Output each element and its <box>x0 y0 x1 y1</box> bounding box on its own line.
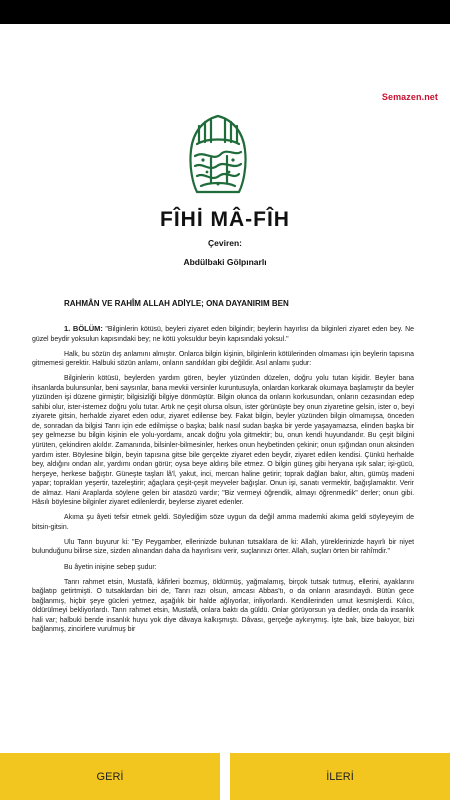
prev-button[interactable]: GERİ <box>0 753 220 800</box>
chapter-label: 1. BÖLÜM: <box>64 324 103 333</box>
paragraph: Akıma şu âyeti tefsir etmek geldi. Söylediğim söze uygun da değil amma mademki akıma geldi söyleyeyim de bitsin-gitsin. <box>32 514 414 531</box>
paragraph: Bu âyetin inişine sebep şudur: <box>64 563 157 571</box>
paragraph: Tanrı rahmet etsin, Mustafâ, kâfirleri bozmuş, öldürmüş, yağmalamış, birçok tutsak tutmuş, ellerini, ayaklarını bağlatıp getirtmişti. O tutsaklardan biri de, Tanrı razı olsun, amcası Abbas'tı, o da onların arasındaydı. Bütün gece bağlanmış, hiçbir şeye gücleri yetmez, aşağılık bir halde ağlıyorlar, inliyorlardı. Kendilerinden umut kesmişlerdi. Kılıcı, öldürülmeyi bekliyorlardı. Tanrı rahmet etsin, Mustafâ, onlara baktı da güldü. Onlar görüyorsun ya dediler, onda da insanlık hali var; halbuki bende insanlık huyu yok diye dâvaya kalkışmıştı. Dâvası, gerçeğe aykırıymış. İşte bak, bize bakıyor, bizi bağlanmış, zincirlere vurulmuş bir <box>32 578 414 634</box>
book-text <box>32 324 414 640</box>
book-title: FÎHİ MÂ-FÎH <box>160 208 290 231</box>
translator-label: Çeviren: <box>207 238 242 248</box>
paragraph: Halk, bu sözün dış anlamını almıştır. Onlarca bilgin kişinin, bilginlerin kötülerinden olmaması için beylerin tapısına gitmemesi gerektir. Halbuki sözün anlamı, onların sandıkları gibi değildir. Asıl anlamı şudur: <box>32 350 414 368</box>
paragraph-text: "Bilginlerin kötüsü, beyleri ziyaret eden bilgindir; beylerin hayırlısı da bilginleri ziyaret eden bey. Ne güzel beydir yoksulun kapısındaki bey; ne kötü yoksuldur beyin kapısındaki yoksul." <box>32 326 414 343</box>
brand-label: Semazen.net <box>381 92 438 102</box>
paragraph: Ulu Tanrı buyurur ki: "Ey Peygamber, ellerinizde bulunan tutsaklara de ki: Allah, yüreklerinizde hayırlı bir niyet bulunduğunu bilirse size, sizden alınandan daha da hayırlısını verir, suçlarınızı örter. Allah, suçları örten bir rahîmdir." <box>32 538 414 556</box>
next-button[interactable]: İLERİ <box>230 753 450 800</box>
translator-name: Abdülbaki Gölpınarlı <box>183 257 267 267</box>
paragraph <box>32 324 414 344</box>
section-heading: RAHMÂN VE RAHÎM ALLAH ADİYLE; ONA DAYANIRIM BEN <box>64 299 289 308</box>
paragraph: Bilginlerin kötüsü, beylerden yardım gören, beyler yüzünden düzelen, doğru yolu tutan kişidir. Beyler bana ihsanlarda bulunsunlar, beni saysınlar, bana mevkii versinler kuruntusuyla, onlardan korkarak okumaya başlamıştır da beyler yüzünden işi düzene girmiştir; bilgisizliği bilgiye dönmüştür. Bilgin olunca da onların korkusundan, onların cezasından edep sahibi olur, ister-istemez doğru yolu tutar. Artık ne çeşit olursa olsun, ister görünüşte bey onun ziyaretine gelsin, ister o, beyi ziyarete gitsin, herhalde ziyaret eden odur, ziyaret edilense bey. Fakat bilgin, beyler yüzünden bilgin olmamışsa, önceden de, sonradan da bilgisi Tanrı için ede edilmişse o başka; balık nasıl sudan başka bir yerde yaşayamazsa, elinden başka bir şey gelmezse bu bilgin kişinin ele yolu-yordamı, ancak doğru yola gitmektir; bu, onun kendi huyundandır. Bu çeşit bilgini yürüten, çekindiren akıldır. Zamanında, bilsinler-bilmesinler, herkes onun heybetinden çekinir; onun ışığından onun aksinden yardım ister. Böylesine bilgin, beyin tapısına gitse bile gerçekte ziyaret eden beydir, ziyaret edilen kendisi. Çünkü herhalde bey, aldığını ondan alır, yardımı ondan görür; oysa beye aldırış bile etmez. O bilgin güneş gibi heryana ışık salar; işi-gücü, herşeye, herkese bağıştır. Güneşte taşları lâ'l, yakut, inci, mercan haline getirir; toprak dağları bakır, altın, gümüş madeni yapar; toprakları yeşertir, tazeleştirir; ağaçlara çeşit-çeşit meyveler bağışlar. Onun işi, sanatı vermektir, bağışlamaktır. Verir de almaz. Hani Araplarda söylene gelen bir atasözü vardır; "Biz vermeyi öğrendik, almayı öğrenmedik" derler; onun gibi. Hâsılı böylesine bilginler ziyaret edilenlerdir, beylerse ziyaret edenler. <box>32 375 414 507</box>
calligraphy-seal-icon <box>181 112 255 196</box>
status-bar <box>0 0 450 24</box>
